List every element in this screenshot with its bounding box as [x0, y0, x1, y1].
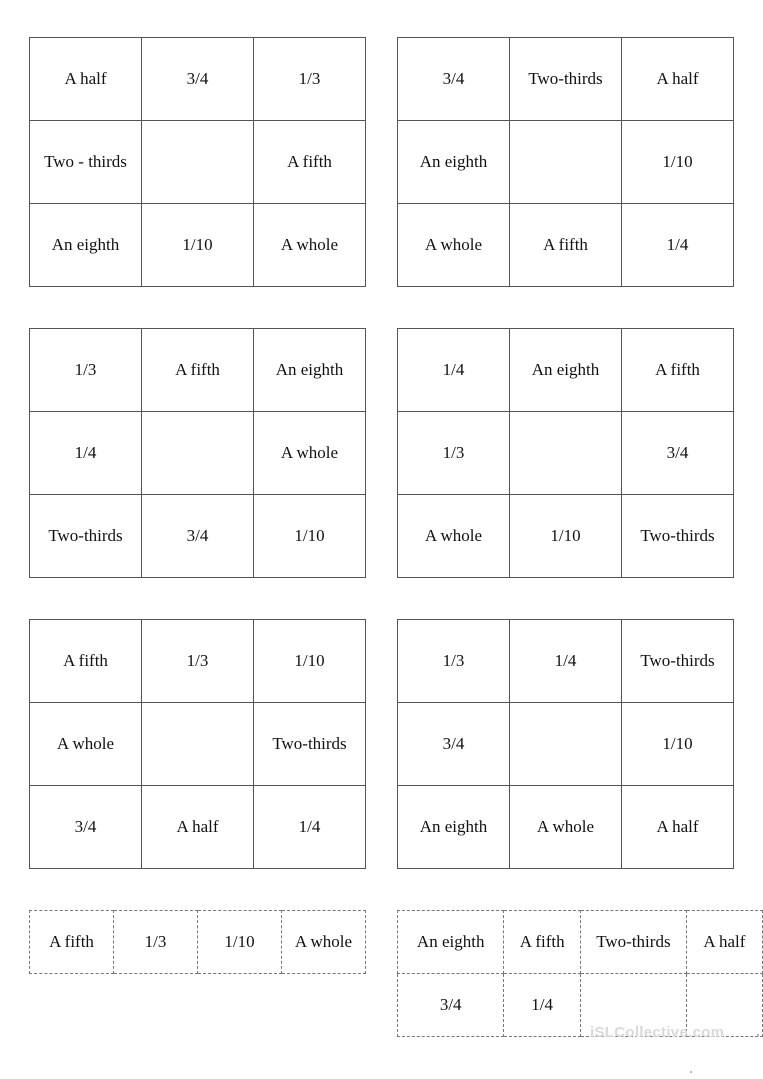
- card-cell: An eighth: [30, 204, 142, 287]
- cutout-card: 1/4: [504, 974, 581, 1037]
- bingo-card-1: [29, 37, 366, 287]
- card-cell: A fifth: [30, 620, 142, 703]
- card-cell: A fifth: [254, 121, 366, 204]
- bingo-card-5: [29, 619, 366, 869]
- card-cell: A fifth: [622, 329, 734, 412]
- card-cell: Two - thirds: [30, 121, 142, 204]
- card-cell: A fifth: [142, 329, 254, 412]
- card-cell: A whole: [398, 204, 510, 287]
- card-cell: 1/3: [398, 620, 510, 703]
- cutout-card: Two-thirds: [580, 911, 686, 974]
- cutout-card: 1/10: [198, 911, 282, 974]
- watermark: iSLCollective.com: [590, 1024, 725, 1041]
- card-cell: An eighth: [398, 786, 510, 869]
- card-cell: Two-thirds: [30, 495, 142, 578]
- cutout-card: 1/3: [114, 911, 198, 974]
- card-cell: A whole: [30, 703, 142, 786]
- card-cell: A half: [142, 786, 254, 869]
- card-cell: 1/3: [142, 620, 254, 703]
- cutout-card: A fifth: [30, 911, 114, 974]
- card-cell: An eighth: [254, 329, 366, 412]
- card-cell: Two-thirds: [510, 38, 622, 121]
- card-cell-free: [142, 703, 254, 786]
- card-cell: 1/10: [254, 495, 366, 578]
- bingo-card-2: [397, 37, 734, 287]
- card-cell: A whole: [254, 204, 366, 287]
- cutout-strip-2: [397, 910, 763, 1037]
- card-cell: Two-thirds: [254, 703, 366, 786]
- card-cell: 1/10: [622, 703, 734, 786]
- card-cell-free: [510, 703, 622, 786]
- card-cell: An eighth: [398, 121, 510, 204]
- card-cell: 1/3: [254, 38, 366, 121]
- card-cell: 3/4: [142, 495, 254, 578]
- card-cell: 1/10: [510, 495, 622, 578]
- card-cell: 3/4: [142, 38, 254, 121]
- card-cell-free: [142, 121, 254, 204]
- card-cell: 1/3: [398, 412, 510, 495]
- cutout-card: A half: [686, 911, 762, 974]
- card-cell: 1/4: [510, 620, 622, 703]
- bingo-card-6: [397, 619, 734, 869]
- cutout-card: A whole: [282, 911, 366, 974]
- card-cell: A half: [622, 786, 734, 869]
- card-cell-free: [510, 121, 622, 204]
- card-cell: An eighth: [510, 329, 622, 412]
- card-cell: 1/10: [142, 204, 254, 287]
- card-cell: 1/4: [622, 204, 734, 287]
- bingo-card-3: [29, 328, 366, 578]
- card-cell: A half: [30, 38, 142, 121]
- stray-dot: [757, 1034, 759, 1036]
- card-cell: 1/4: [398, 329, 510, 412]
- card-cell: 3/4: [398, 38, 510, 121]
- card-cell: 1/4: [30, 412, 142, 495]
- bingo-card-4: [397, 328, 734, 578]
- card-cell: A whole: [254, 412, 366, 495]
- card-cell-free: [142, 412, 254, 495]
- card-cell: 3/4: [398, 703, 510, 786]
- cutout-card: A fifth: [504, 911, 581, 974]
- card-cell: 1/4: [254, 786, 366, 869]
- cutout-card: 3/4: [398, 974, 504, 1037]
- stray-dot: [690, 1071, 692, 1073]
- card-cell: A half: [622, 38, 734, 121]
- card-cell: 1/10: [254, 620, 366, 703]
- card-cell: A whole: [398, 495, 510, 578]
- card-cell: 3/4: [622, 412, 734, 495]
- cutout-card: An eighth: [398, 911, 504, 974]
- card-cell: A fifth: [510, 204, 622, 287]
- card-cell: 1/3: [30, 329, 142, 412]
- card-cell-free: [510, 412, 622, 495]
- card-cell: A whole: [510, 786, 622, 869]
- card-cell: 3/4: [30, 786, 142, 869]
- card-cell: Two-thirds: [622, 620, 734, 703]
- cutout-strip-1: [29, 910, 366, 974]
- card-cell: Two-thirds: [622, 495, 734, 578]
- card-cell: 1/10: [622, 121, 734, 204]
